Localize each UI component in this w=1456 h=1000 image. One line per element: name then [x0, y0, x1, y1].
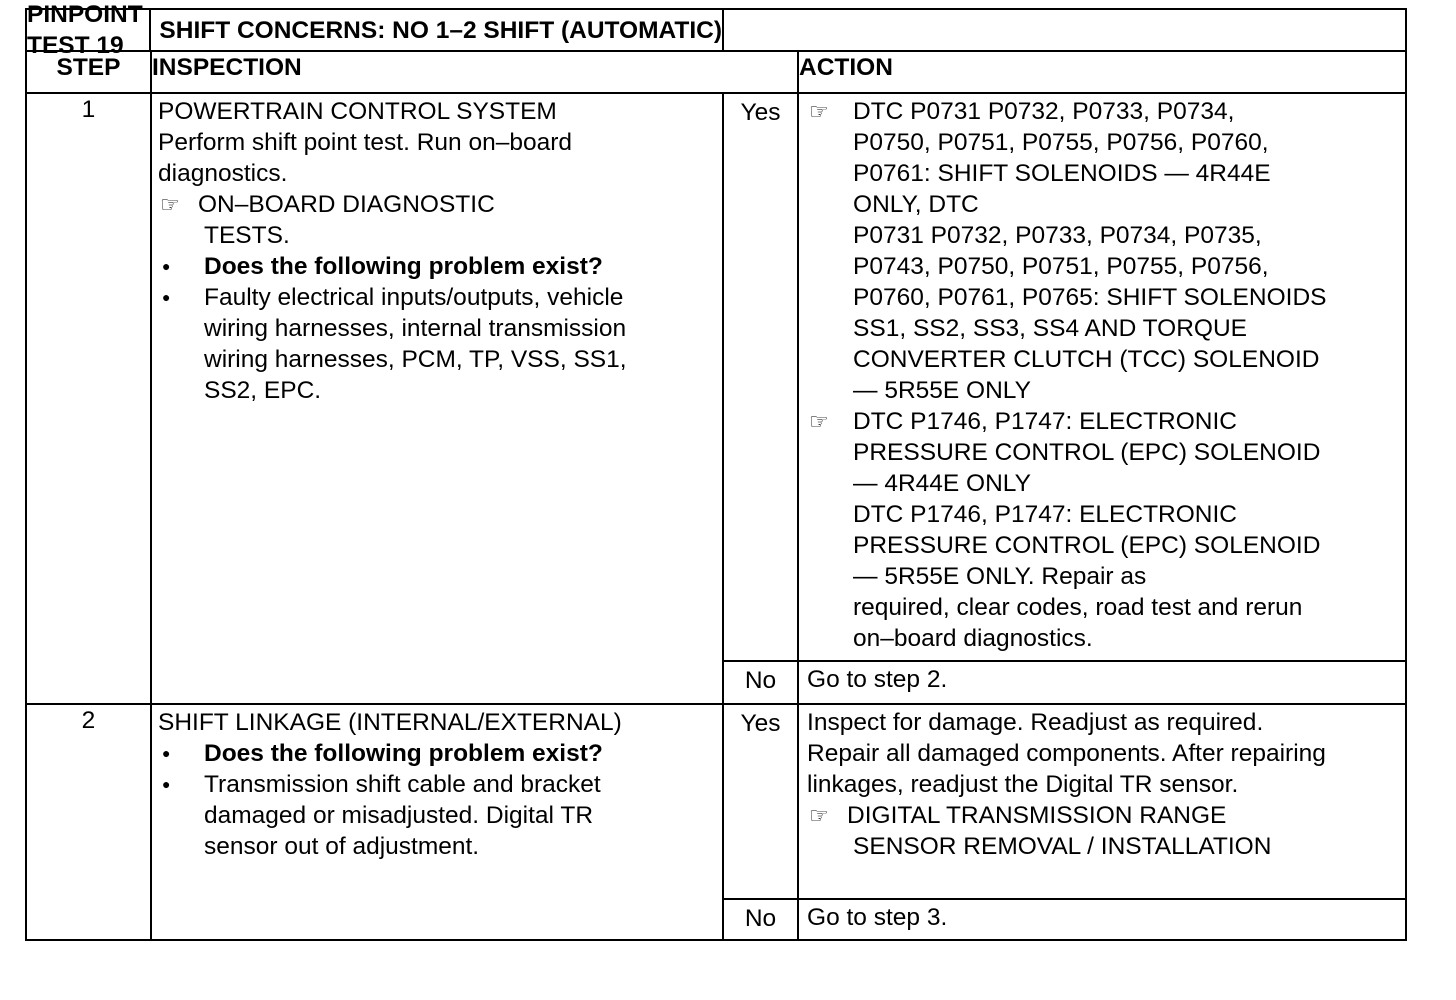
bullet-icon: ●	[162, 258, 171, 274]
step-2-yes-reference: ☞ DIGITAL TRANSMISSION RANGE	[809, 802, 1227, 829]
pointing-hand-icon: ☞	[160, 192, 180, 217]
step-1-text-line: diagnostics.	[158, 160, 288, 187]
test-label: PINPOINT TEST 19	[27, 10, 151, 50]
step-2-no-action: Go to step 3.	[798, 899, 1406, 940]
pinpoint-test-page	[25, 1, 1405, 941]
pointing-hand-icon: ☞	[809, 803, 829, 828]
title-row	[26, 9, 1406, 51]
column-header-row	[26, 51, 1406, 93]
step-1-yes-reference-2: ☞ DTC P1746, P1747: ELECTRONIC PRESSURE CONTROL (EPC) SOLENOID — 4R44E ONLY DTC P1746, P1747: ELECTRONIC PRESSURE CONTROL (EPC) SOLENOID — 5R55E ONLY. Repair as required, clear codes, road test and rerun on–board diagnostics.	[809, 408, 1321, 652]
step-1-inspection	[151, 93, 723, 704]
inspection-column-header: INSPECTION	[151, 51, 798, 93]
step-1-question: ● Does the following problem exist?	[158, 251, 716, 282]
step-1-yes-reference-1: ☞ DTC P0731 P0732, P0733, P0734, P0750, P0751, P0755, P0756, P0760, P0761: SHIFT SOLENOIDS — 4R44E ONLY, DTC P0731 P0732, P0733, P0734, P0735, P0743, P0750, P0751, P0755, P0756, P0760, P0761, P0765: SHIFT SOLENOIDS SS1, SS2, SS3, SS4 AND TORQUE CONVERTER CLUTCH (TCC) SOLENOID — 5R55E ONLY	[809, 98, 1327, 404]
step-2-yes-label: Yes	[723, 704, 798, 899]
bullet-icon: ●	[162, 745, 171, 761]
pointing-hand-icon: ☞	[809, 409, 829, 434]
bullet-icon: ●	[162, 776, 171, 792]
step-2-yes-row	[26, 704, 1406, 899]
step-1-condition: ● Faulty electrical inputs/outputs, vehicle wiring harnesses, internal transmission wiring harnesses, PCM, TP, VSS, SS1, SS2, EPC.	[158, 282, 716, 406]
step-1-text-line: Perform shift point test. Run on–board	[158, 129, 572, 156]
step-1-yes-action	[798, 93, 1406, 661]
pointing-hand-icon: ☞	[809, 99, 829, 124]
step-2-number: 2	[26, 704, 151, 940]
test-title: SHIFT CONCERNS: NO 1–2 SHIFT (AUTOMATIC)	[159, 16, 723, 44]
step-2-inspection	[151, 704, 723, 940]
step-1-yes-label: Yes	[723, 93, 798, 661]
step-2-no-label: No	[723, 899, 798, 940]
action-column-header: ACTION	[798, 51, 1406, 93]
reference-line: ON–BOARD DIAGNOSTIC	[198, 191, 495, 218]
step-1-no-action: Go to step 2.	[798, 661, 1406, 704]
step-column-header: STEP	[26, 51, 151, 93]
pinpoint-test-table	[25, 1, 1407, 941]
step-2-question: ● Does the following problem exist?	[158, 738, 716, 769]
step-1-number: 1	[26, 93, 151, 704]
step-1-yes-row	[26, 93, 1406, 661]
step-1-title: POWERTRAIN CONTROL SYSTEM	[158, 98, 557, 125]
reference-line: TESTS.	[204, 222, 290, 249]
step-2-condition: ● Transmission shift cable and bracket damaged or misadjusted. Digital TR sensor out of adjustment.	[158, 769, 716, 862]
step-1-no-label: No	[723, 661, 798, 704]
step-2-title: SHIFT LINKAGE (INTERNAL/EXTERNAL)	[158, 709, 622, 736]
step-2-yes-action: Inspect for damage. Readjust as required. Repair all damaged components. After repairing linkages, readjust the Digital TR sensor. ☞ DIGITAL TRANSMISSION RANGE SENSOR REMOVAL / INSTALLATION	[798, 704, 1406, 899]
bullet-icon: ●	[162, 289, 171, 305]
step-1-reference	[158, 189, 716, 220]
